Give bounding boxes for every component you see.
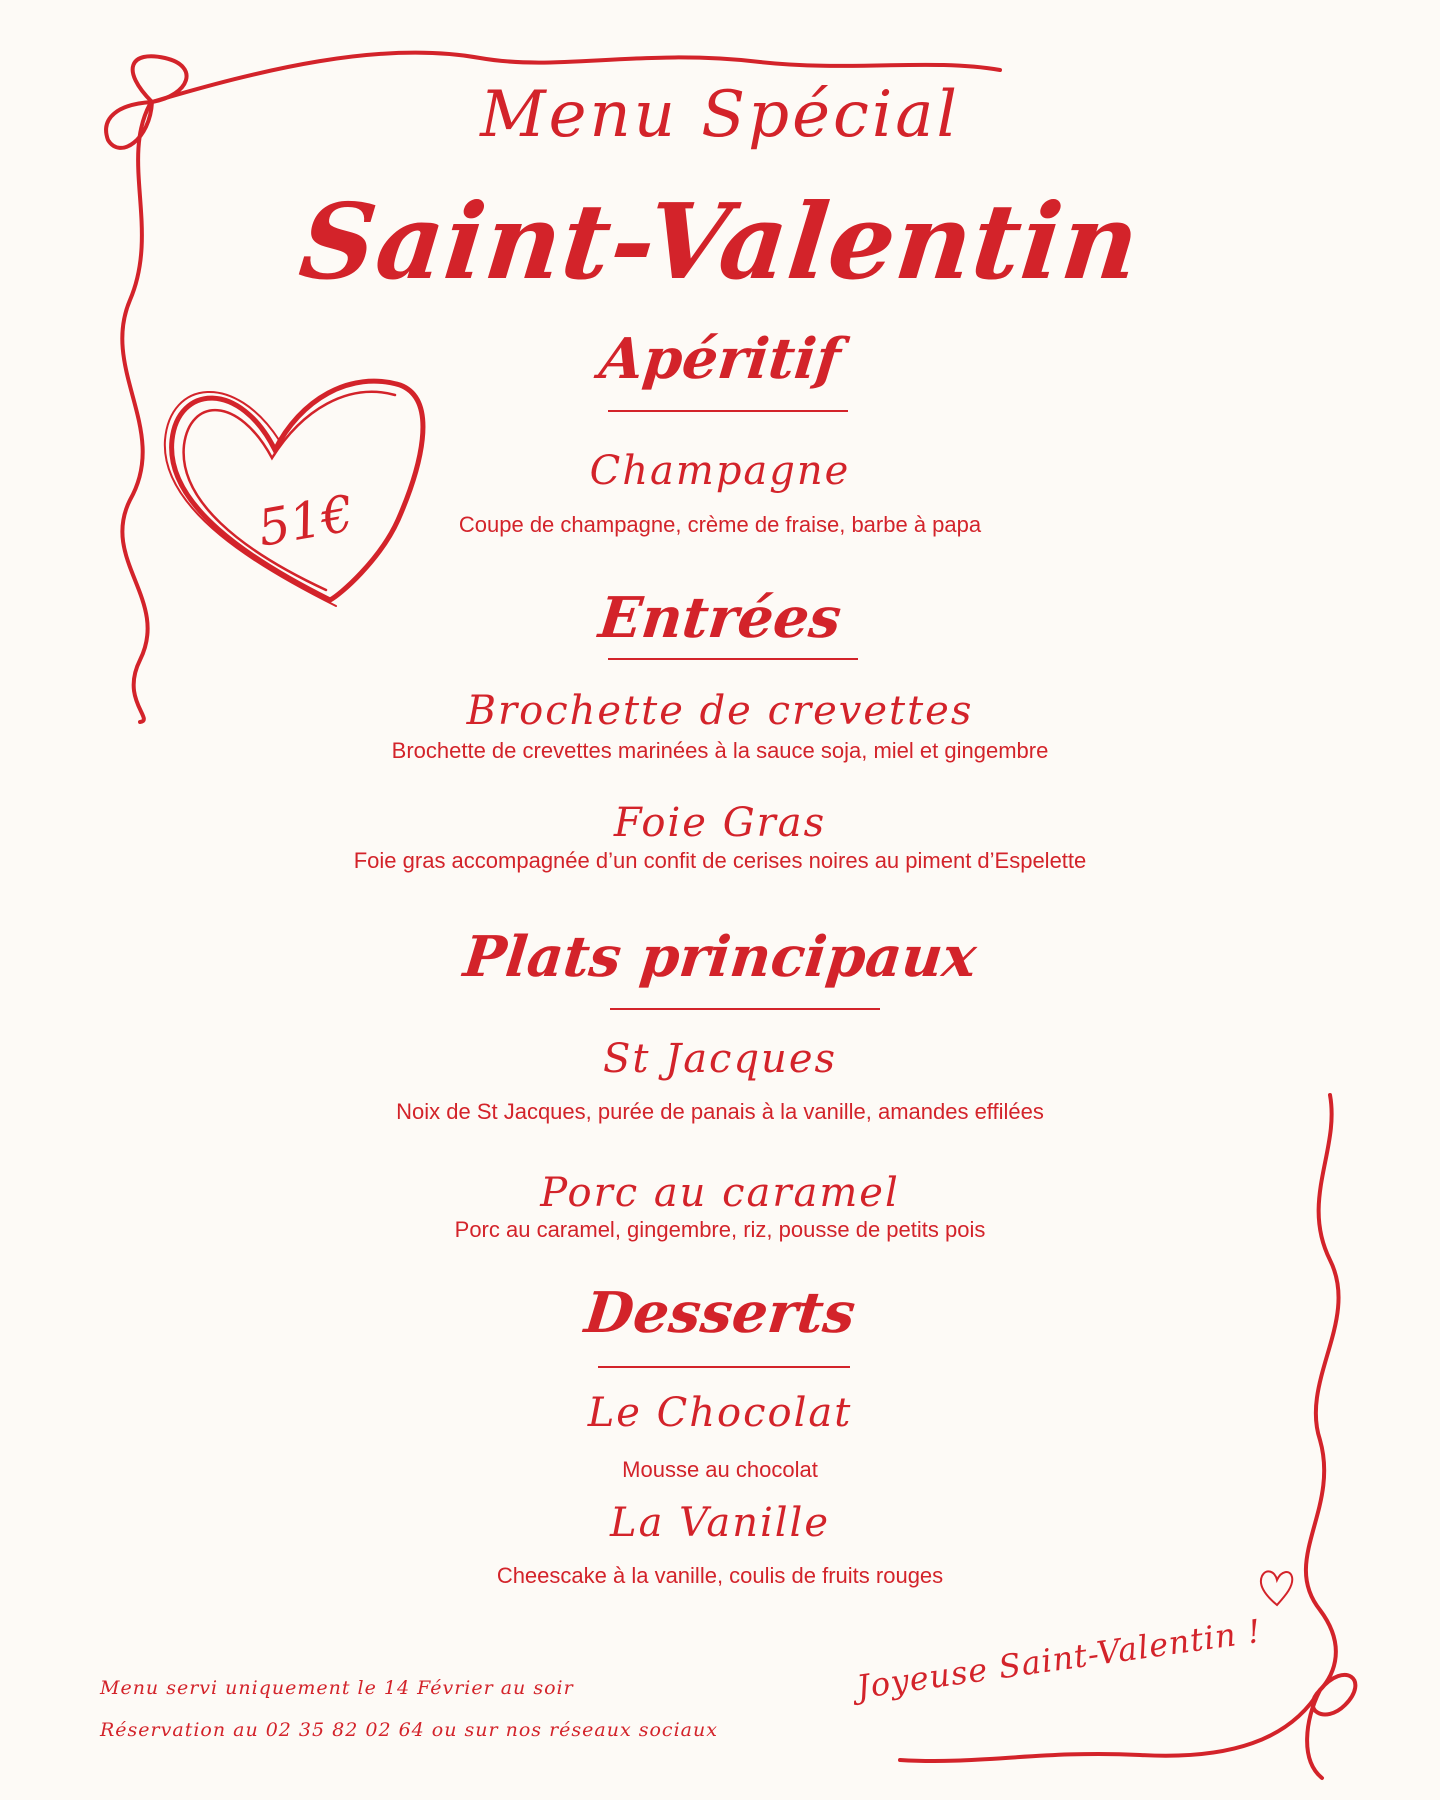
section-underline	[608, 410, 848, 412]
section-underline	[598, 1366, 850, 1368]
ribbon-bottom	[900, 1690, 1320, 1761]
dish-desc-chocolat: Mousse au chocolat	[622, 1457, 818, 1482]
dish-name-chocolat: Le Chocolat	[587, 1390, 853, 1436]
footer-reservation: Réservation au 02 35 82 02 64 ou sur nos réseaux sociaux	[100, 1719, 718, 1741]
section-title-entrees: Entrées	[595, 585, 845, 651]
dish-name-porc: Porc au caramel	[540, 1170, 900, 1216]
dish-name-foie-gras: Foie Gras	[613, 800, 827, 846]
section-underline	[608, 658, 858, 660]
section-underline	[610, 1008, 880, 1010]
dish-name-champagne: Champagne	[589, 448, 851, 494]
dish-desc-foie-gras: Foie gras accompagnée d’un confit de cerises noires au piment d’Espelette	[353, 848, 1087, 873]
dish-desc-porc: Porc au caramel, gingembre, riz, pousse de petits pois	[454, 1217, 986, 1242]
closing-message: Joyeuse Saint-Valentin !	[854, 1611, 1264, 1707]
dish-desc-champagne: Coupe de champagne, crème de fraise, barbe à papa	[458, 512, 982, 537]
dish-name-st-jacques: St Jacques	[602, 1036, 838, 1082]
title-line-2: Saint-Valentin	[294, 180, 1146, 303]
ribbon-bow-bottom-right	[1307, 1675, 1355, 1778]
dish-desc-vanille: Cheescake à la vanille, coulis de fruits rouges	[496, 1563, 944, 1588]
footer-service-note: Menu servi uniquement le 14 Février au soir	[100, 1677, 574, 1699]
dish-name-brochette: Brochette de crevettes	[466, 688, 974, 734]
title-line-1: Menu Spécial	[480, 78, 960, 152]
section-title-aperitif: Apéritif	[596, 326, 844, 392]
dish-name-vanille: La Vanille	[610, 1500, 830, 1546]
dish-desc-brochette: Brochette de crevettes marinées à la sauce soja, miel et gingembre	[391, 738, 1049, 763]
section-title-plats: Plats principaux	[460, 924, 980, 990]
price-label: 51€	[253, 484, 358, 558]
dish-desc-st-jacques: Noix de St Jacques, purée de panais à la vanille, amandes effilées	[396, 1099, 1044, 1124]
section-title-desserts: Desserts	[581, 1280, 859, 1346]
